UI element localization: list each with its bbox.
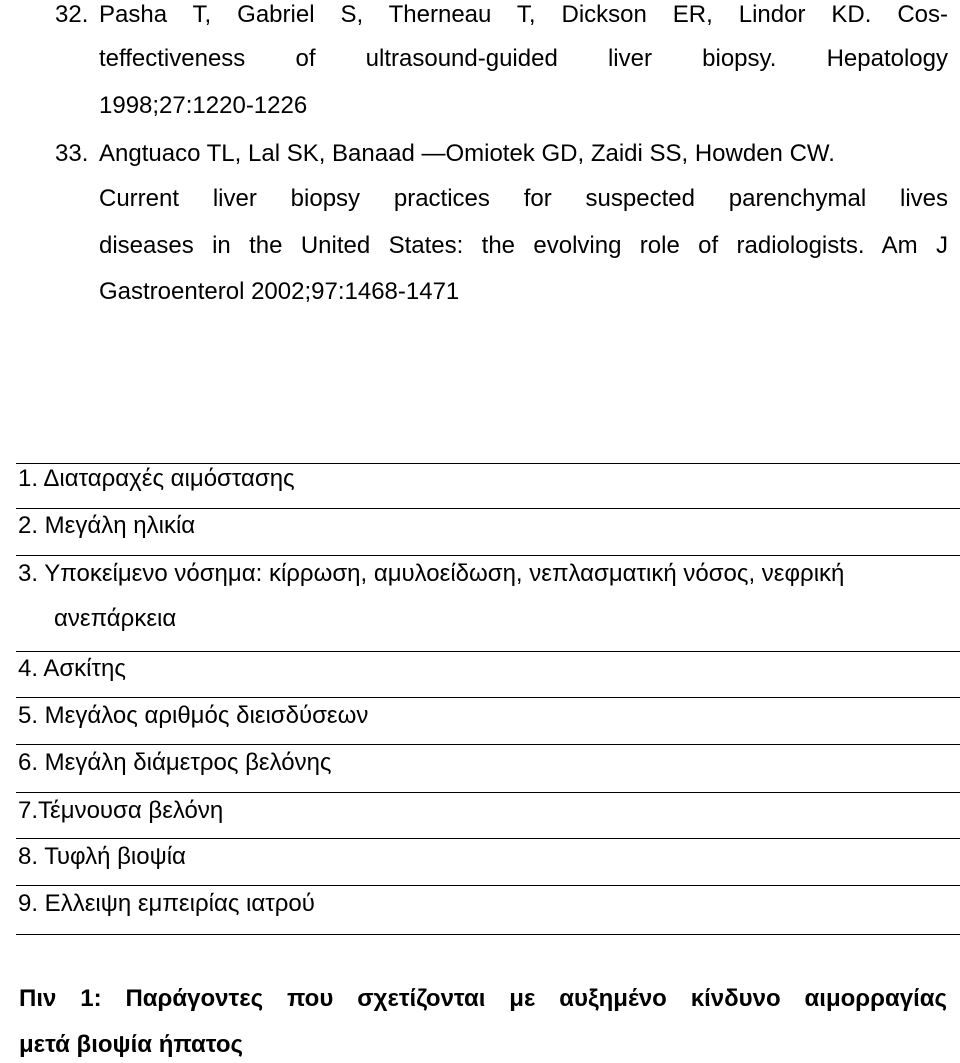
table-cell: 1. Διαταραχές αιμόστασης (18, 465, 295, 492)
reference-number: 33. (55, 140, 89, 167)
table-row (16, 463, 960, 509)
table-row (16, 651, 960, 698)
table-cell: 4. Ασκίτης (18, 655, 126, 682)
reference-line: diseases in the United States: the evolving role of radiologists. Am J (99, 232, 948, 259)
reference-line: Angtuaco TL, Lal SK, Banaad —Omiotek GD, Zaidi SS, Howden CW. (99, 140, 835, 167)
table-cell: 7.Τέμνουσα βελόνη (18, 797, 224, 824)
caption-line: Πιν 1: Παράγοντες που σχετίζονται με αυξημένο κίνδυνο αιμορραγίας (19, 985, 947, 1012)
table-row (16, 508, 960, 556)
reference-number: 32. (55, 1, 89, 28)
table-cell: 5. Μεγάλος αριθμός διεισδύσεων (18, 702, 369, 729)
table-cell-continuation: ανεπάρκεια (54, 605, 177, 632)
table-cell: 9. Ελλειψη εμπειρίας ιατρού (18, 890, 315, 917)
table-cell: 6. Μεγάλη διάμετρος βελόνης (18, 749, 332, 776)
table-row (16, 838, 960, 886)
table-row (16, 744, 960, 793)
table-cell: 8. Τυφλή βιοψία (18, 843, 186, 870)
reference-line: 1998;27:1220-1226 (99, 92, 308, 119)
table-cell: 3. Υποκείμενο νόσημα: κίρρωση, αμυλοείδωση, νεπλασματική νόσος, νεφρική (18, 560, 845, 587)
caption-line: μετά βιοψία ήπατος (19, 1031, 243, 1058)
table-row (16, 697, 960, 745)
table-row (16, 555, 960, 652)
reference-line: Current liver biopsy practices for suspected parenchymal lives (99, 185, 948, 212)
reference-line: Gastroenterol 2002;97:1468-1471 (99, 278, 460, 305)
reference-line: teffectiveness of ultrasound-guided liver biopsy. Hepatology (99, 45, 948, 72)
table-cell: 2. Μεγάλη ηλικία (18, 512, 196, 539)
table-row (16, 885, 960, 935)
reference-line: Pasha T, Gabriel S, Therneau T, Dickson ER, Lindor KD. Cos- (99, 1, 948, 28)
table-row (16, 792, 960, 839)
